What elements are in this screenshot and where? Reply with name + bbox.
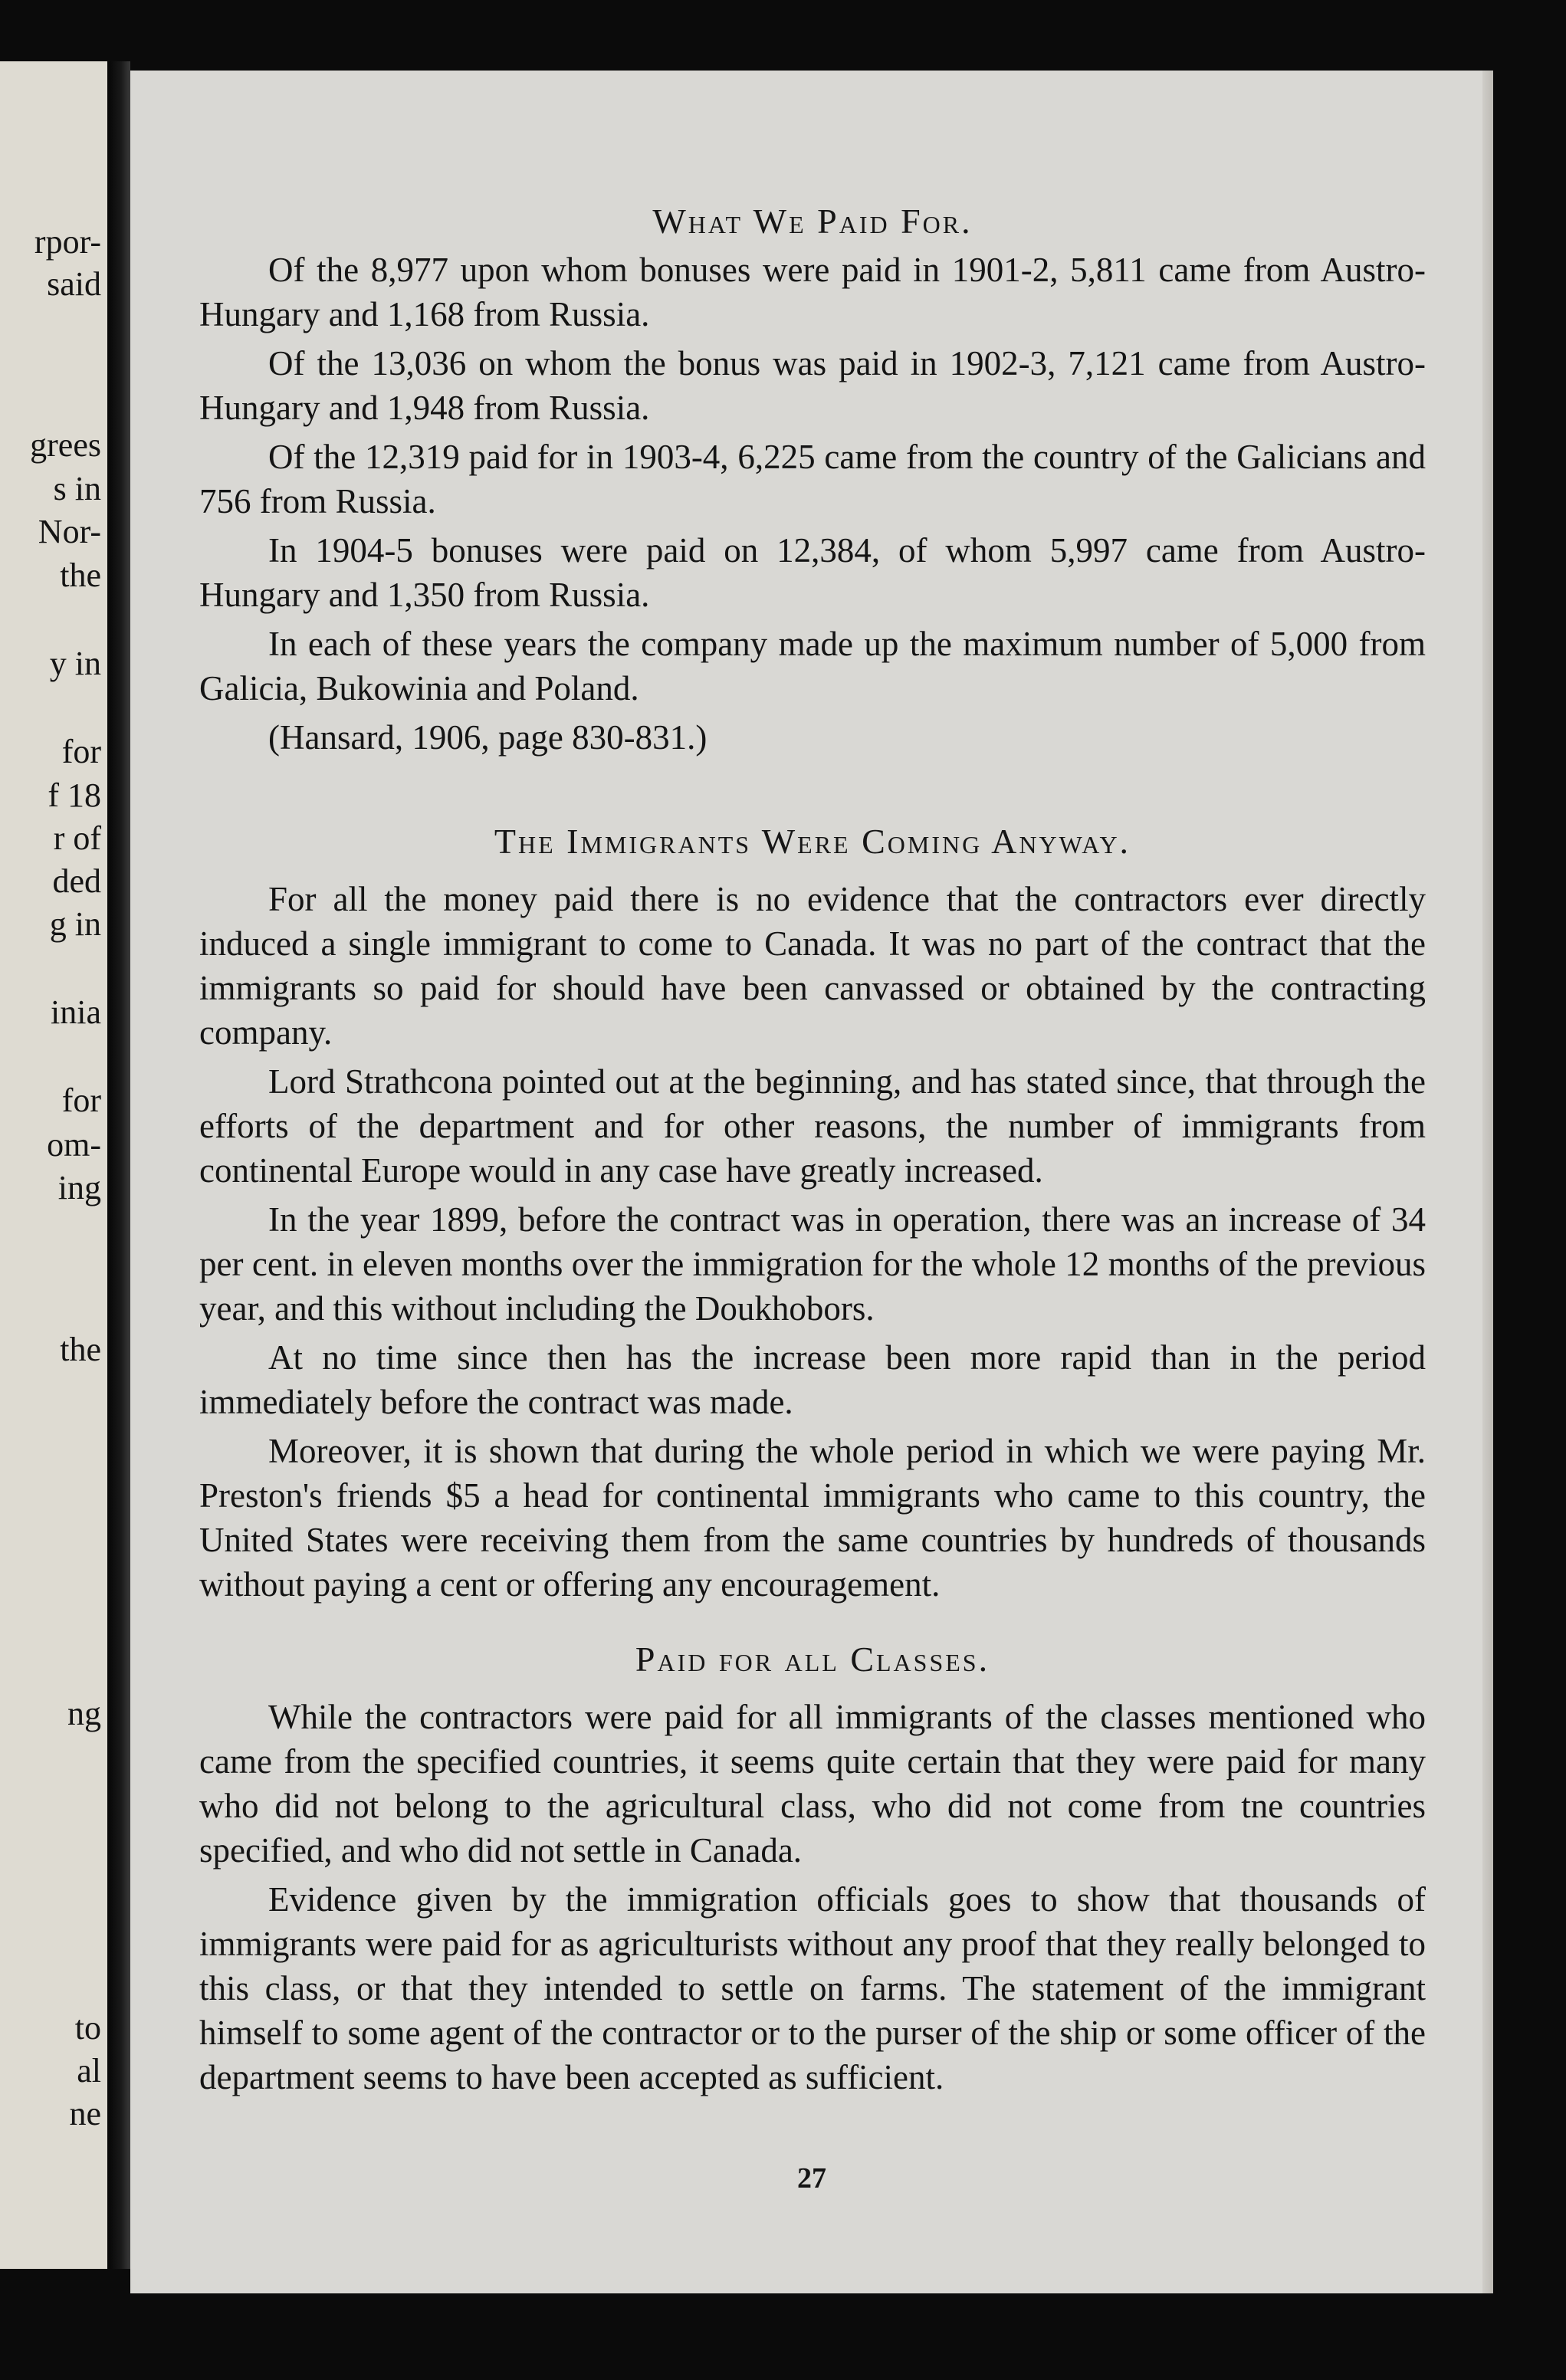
previous-page-line: r of	[53, 819, 101, 857]
previous-page-line: for	[61, 1082, 101, 1119]
page-number: 27	[797, 2162, 826, 2195]
previous-page-edge	[0, 61, 107, 2269]
paragraph: Of the 8,977 upon whom bonuses were paid in 1901-2, 5,811 came from Austro-Hungary and 1,168 from Russia.	[199, 251, 1426, 333]
paragraph: Of the 13,036 on whom the bonus was paid in 1902-3, 7,121 came from Austro-Hungary and 1,948 from Russia.	[199, 344, 1426, 427]
paragraph: For all the money paid there is no evidence that the contractors ever directly induced a single immigrant to come to Canada. It was no part of the contract that the immigrants so paid for should have been canvassed or obtained by the contracting company.	[199, 880, 1426, 1052]
previous-page-line: g in	[49, 905, 101, 943]
page-content	[199, 201, 1426, 2104]
previous-page-line: ne	[69, 2095, 101, 2132]
paragraph: Lord Strathcona pointed out at the beginning, and has stated since, that through the efforts of the department and for other reasons, the number of immigrants from continental Europe would in any case have greatly increased.	[199, 1062, 1426, 1190]
previous-page-line: Nor-	[38, 513, 101, 550]
previous-page-line: inia	[51, 993, 101, 1031]
paragraph: Of the 12,319 paid for in 1903-4, 6,225 came from the country of the Galicians and 756 from Russia.	[199, 438, 1426, 520]
paragraph: In the year 1899, before the contract was in operation, there was an increase of 34 per cent. in eleven months over the immigration for the whole 12 months of the previous year, and this without including the Doukhobors.	[199, 1200, 1426, 1328]
paragraph: Moreover, it is shown that during the whole period in which we were paying Mr. Preston's friends $5 a head for continental immigrants who came to this country, the United States were receiving them from the same countries by hundreds of thousands without paying a cent or offering any encouragement.	[199, 1432, 1426, 1604]
paragraph: In 1904-5 bonuses were paid on 12,384, of whom 5,997 came from Austro-Hungary and 1,350 from Russia.	[199, 531, 1426, 614]
citation: (Hansard, 1906, page 830-831.)	[268, 718, 707, 757]
section-heading: What We Paid For.	[652, 202, 973, 241]
paragraph: While the contractors were paid for all immigrants of the classes mentioned who came from the specified countries, it seems quite certain that they were paid for many who did not belong to the agricultural class, who did not come from tne countries specified, and who did not settle in Canada.	[199, 1698, 1426, 1870]
paragraph: In each of these years the company made up the maximum number of 5,000 from Galicia, Bukowinia and Poland.	[199, 625, 1426, 707]
binding-gutter	[107, 61, 130, 2269]
previous-page-line: ing	[57, 1169, 101, 1206]
book-page	[130, 71, 1493, 2293]
section-heading: The Immigrants Were Coming Anyway.	[494, 822, 1131, 861]
section-heading: Paid for all Classes.	[635, 1640, 990, 1679]
previous-page-line: for	[61, 733, 101, 770]
previous-page-line: to	[74, 2009, 101, 2047]
previous-page-line: ded	[52, 862, 101, 900]
previous-page-line: y in	[49, 645, 101, 682]
previous-page-line: al	[77, 2052, 101, 2089]
paragraph: At no time since then has the increase been more rapid than in the period immediately before the contract was made.	[199, 1338, 1426, 1421]
previous-page-line: ng	[67, 1695, 101, 1732]
previous-page-line: grees	[30, 426, 101, 464]
previous-page-line: said	[47, 265, 101, 303]
previous-page-line: the	[60, 1331, 101, 1368]
previous-page-line: the	[60, 556, 101, 594]
previous-page-line: f 18	[48, 776, 101, 814]
previous-page-line: rpor-	[34, 223, 101, 261]
paragraph: Evidence given by the immigration officials goes to show that thousands of immigrants were paid for as agriculturists without any proof that they really belonged to this class, or that they intended to settle on farms. The statement of the immigrant himself to some agent of the contractor or to the purser of the ship or some officer of the department seems to have been accepted as sufficient.	[199, 1880, 1426, 2096]
previous-page-line: s in	[53, 470, 101, 507]
previous-page-line: om-	[47, 1126, 101, 1164]
